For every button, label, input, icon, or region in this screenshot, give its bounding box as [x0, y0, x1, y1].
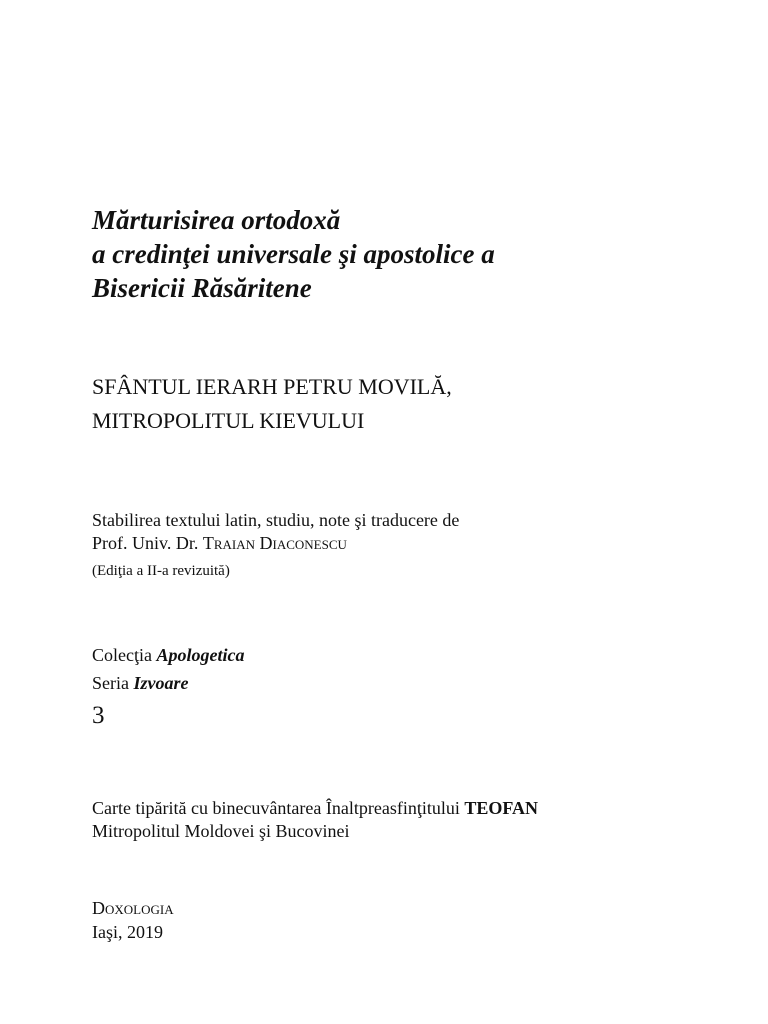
title-line-3: Bisericii Răsăritene — [92, 273, 312, 303]
blessing-note — [92, 797, 728, 843]
author-line-2: MITROPOLITUL KIEVULUI — [92, 408, 365, 433]
book-title — [92, 203, 728, 305]
series-label: Seria — [92, 673, 129, 693]
author — [92, 370, 728, 438]
title-line-2: a credinţei universale şi apostolice a — [92, 239, 495, 269]
author-line-1: SFÂNTUL IERARH PETRU MOVILĂ, — [92, 374, 452, 399]
editor-title-prefix: Prof. Univ. Dr. — [92, 533, 199, 553]
editor-name: Traian Diaconescu — [202, 533, 347, 553]
blessing-line-1 — [92, 797, 728, 820]
editor-credits — [92, 509, 728, 581]
title-line-1: Mărturisirea ortodoxă — [92, 205, 341, 235]
collection-line — [92, 641, 728, 669]
blessing-hierarch: TEOFAN — [464, 798, 539, 818]
editor-credit-line: Stabilirea textului latin, studiu, note şi traducere de — [92, 510, 460, 530]
blessing-prefix: Carte tipărită cu binecuvântarea Înaltpreasfinţitului — [92, 798, 460, 818]
series-line — [92, 669, 728, 697]
editor-name-line — [92, 532, 728, 555]
volume-number: 3 — [92, 702, 105, 729]
edition-note: (Ediţia a II-a revizuită) — [92, 563, 230, 579]
collection-name: Apologetica — [156, 645, 245, 665]
blessing-line-2: Mitropolitul Moldovei şi Bucovinei — [92, 821, 350, 841]
publisher-place-year: Iaşi, 2019 — [92, 922, 163, 942]
collection-label: Colecţia — [92, 645, 152, 665]
collection-info — [92, 641, 728, 733]
publisher-info — [92, 896, 728, 944]
series-name: Izvoare — [133, 673, 189, 693]
publisher-name: Doxologia — [92, 898, 174, 918]
